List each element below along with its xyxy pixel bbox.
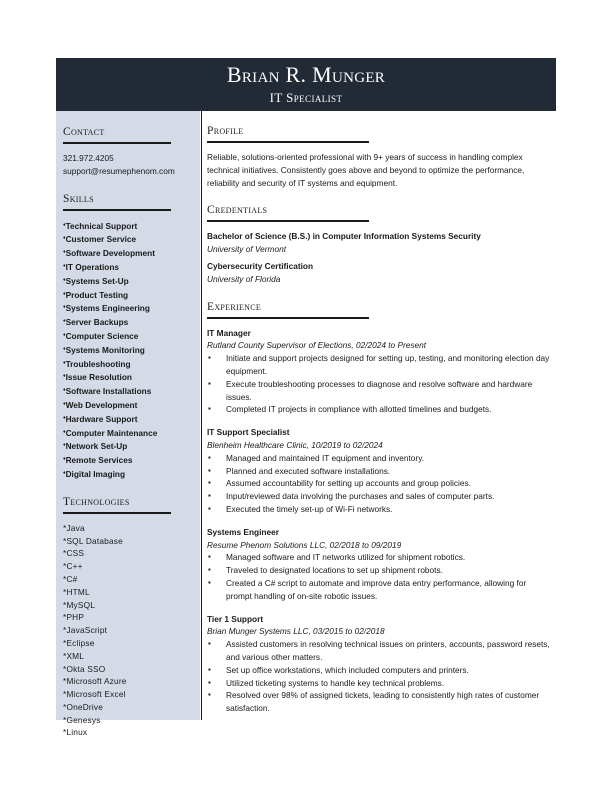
bullet-text: Completed IT projects in compliance with allotted timelines and budgets.	[226, 404, 492, 415]
skill-item	[63, 412, 197, 426]
technology-label: Okta SSO	[66, 663, 106, 674]
credentials-heading: Credentials	[207, 204, 268, 217]
bullet-point	[207, 490, 553, 503]
skill-item	[63, 357, 197, 371]
candidate-name: Brian R. Munger	[226, 62, 386, 87]
bullet-icon: ▪	[208, 577, 211, 587]
experience-section	[207, 300, 553, 715]
credential-item	[207, 230, 553, 256]
contact-section	[63, 125, 197, 178]
technology-item	[63, 611, 197, 624]
skill-item	[63, 467, 197, 481]
skill-item	[63, 219, 197, 233]
skill-label: Software Development	[65, 248, 156, 259]
technology-label: Eclipse	[66, 637, 95, 648]
skill-item	[63, 232, 197, 246]
skill-label: Software Installations	[65, 386, 152, 397]
bullet-icon: ♦	[63, 442, 66, 449]
technology-item	[63, 637, 197, 650]
bullet-icon: ♦	[63, 249, 66, 256]
credential-title: Bachelor of Science (B.S.) in Computer Information Systems Security	[207, 231, 481, 242]
technology-label: MySQL	[66, 599, 96, 610]
credential-item	[207, 260, 553, 286]
bullet-icon: ▪	[208, 478, 211, 488]
credential-school: University of Florida	[207, 273, 281, 284]
job-position: Tier 1 Support	[207, 613, 264, 624]
technology-label: XML	[66, 650, 85, 661]
bullet-icon: ▪	[208, 677, 211, 687]
technology-item	[63, 624, 197, 637]
technology-label: Microsoft Azure	[66, 676, 127, 687]
column-divider	[201, 111, 202, 720]
profile-section	[207, 124, 553, 189]
skill-item	[63, 301, 197, 315]
bullet-point	[207, 664, 553, 677]
bullet-icon: ♦	[63, 469, 66, 476]
skill-label: Product Testing	[65, 289, 129, 300]
bullet-text: Set up office workstations, which included computers and printers.	[226, 664, 469, 675]
divider	[63, 209, 171, 211]
bullet-icon: ▪	[208, 503, 211, 513]
bullet-point	[207, 677, 553, 690]
asterisk-icon: *	[63, 548, 67, 559]
bullet-icon: ▪	[208, 552, 211, 562]
divider	[63, 512, 171, 514]
technology-label: Linux	[66, 727, 88, 738]
bullet-icon: ▪	[208, 690, 211, 700]
technology-item	[63, 688, 197, 701]
profile-heading: Profile	[207, 125, 244, 137]
bullet-icon: ♦	[63, 276, 66, 283]
credentials-section	[207, 203, 553, 285]
bullet-icon: ♦	[63, 262, 66, 269]
technology-label: C++	[66, 561, 83, 572]
experience-list	[207, 327, 553, 715]
bullet-icon: ▪	[208, 404, 211, 414]
technology-item	[63, 535, 197, 548]
skill-label: Web Development	[65, 399, 138, 410]
bullet-icon: ♦	[63, 318, 66, 325]
asterisk-icon: *	[63, 625, 67, 636]
resume-header	[56, 58, 556, 111]
asterisk-icon: *	[63, 676, 67, 687]
bullet-text: Initiate and support projects designed for setting up, testing, and monitoring election day equipment.	[226, 353, 550, 376]
skill-label: Remote Services	[65, 455, 133, 466]
divider	[63, 142, 171, 144]
bullet-icon: ♦	[63, 387, 66, 394]
technology-label: SQL Database	[66, 535, 123, 546]
skill-label: Computer Science	[65, 330, 139, 341]
skill-label: Technical Support	[65, 220, 138, 231]
bullet-point	[207, 465, 553, 478]
bullet-icon: ♦	[63, 235, 66, 242]
bullet-icon: ▪	[208, 664, 211, 674]
technology-item	[63, 586, 197, 599]
bullet-icon: ♦	[63, 359, 66, 366]
bullet-point	[207, 564, 553, 577]
bullet-icon: ♦	[63, 221, 66, 228]
asterisk-icon: *	[63, 561, 67, 572]
skill-item	[63, 398, 197, 412]
job-title: IT Specialist	[269, 90, 343, 105]
bullet-text: Execute troubleshooting processes to diagnose and resolve software and hardware issues.	[226, 378, 533, 402]
bullet-point	[207, 551, 553, 564]
bullet-icon: ▪	[208, 639, 211, 649]
credential-title: Cybersecurity Certification	[207, 260, 314, 271]
job-employer-dates: Rutland County Supervisor of Elections, 02/2024 to Present	[207, 340, 427, 351]
technology-label: OneDrive	[66, 701, 104, 712]
technology-item	[63, 547, 197, 560]
skill-item	[63, 370, 197, 384]
technology-item	[63, 701, 197, 714]
bullet-point	[207, 403, 553, 416]
skill-item	[63, 288, 197, 302]
bullet-icon: ♦	[63, 428, 66, 435]
experience-heading: Experience	[207, 300, 262, 313]
credential-school: University of Vermont	[207, 244, 286, 255]
skills-section	[63, 192, 197, 481]
sidebar	[56, 111, 200, 738]
bullet-point	[207, 477, 553, 490]
technology-item	[63, 714, 197, 727]
asterisk-icon: *	[63, 650, 67, 661]
job-position: IT Support Specialist	[207, 427, 290, 438]
skill-item	[63, 384, 197, 398]
technology-item	[63, 560, 197, 573]
job-position: Systems Engineer	[207, 526, 279, 537]
asterisk-icon: *	[63, 599, 67, 610]
technology-item	[63, 573, 197, 586]
bullet-icon: ♦	[63, 290, 66, 297]
technology-label: PHP	[66, 612, 85, 623]
bullet-icon: ♦	[63, 304, 66, 311]
bullet-point	[207, 378, 553, 404]
skill-label: Issue Resolution	[65, 372, 132, 383]
job-entry	[207, 426, 553, 516]
bullet-icon: ♦	[63, 414, 66, 421]
bullet-icon: ♦	[63, 345, 66, 352]
bullet-point	[207, 452, 553, 465]
job-employer-dates: Blenheim Healthcare Clinic, 10/2019 to 02/2024	[207, 439, 383, 450]
bullet-text: Assumed accountability for setting up accounts and group policies.	[226, 478, 471, 489]
bullet-icon: ♦	[63, 400, 66, 407]
job-entry	[207, 613, 553, 715]
bullet-icon: ▪	[208, 491, 211, 501]
technology-item	[63, 663, 197, 676]
asterisk-icon: *	[63, 586, 67, 597]
contact-heading: Contact	[63, 126, 105, 138]
asterisk-icon: *	[63, 663, 67, 674]
technology-item	[63, 726, 197, 739]
bullet-text: Planned and executed software installations.	[226, 465, 391, 476]
skill-label: Systems Engineering	[65, 303, 150, 314]
bullet-text: Executed the timely set-up of Wi-Fi networks.	[226, 503, 393, 514]
asterisk-icon: *	[63, 535, 67, 546]
skill-item	[63, 453, 197, 467]
job-bullets	[207, 638, 553, 715]
bullet-text: Traveled to designated locations to set up shipment robots.	[226, 565, 443, 576]
job-employer-dates: Brian Munger Systems LLC, 03/2015 to 02/2018	[207, 626, 385, 637]
skill-label: Server Backups	[65, 317, 129, 328]
skills-list	[63, 219, 197, 481]
technology-label: CSS	[66, 548, 85, 559]
bullet-icon: ♦	[63, 373, 66, 380]
email-address: support@resumephenom.com	[63, 165, 175, 176]
bullet-icon: ▪	[208, 465, 211, 475]
skill-label: Computer Maintenance	[65, 427, 158, 438]
bullet-point	[207, 689, 553, 715]
bullet-icon: ▪	[208, 452, 211, 462]
bullet-text: Managed and maintained IT equipment and inventory.	[226, 452, 425, 463]
technology-label: C#	[66, 573, 78, 584]
asterisk-icon: *	[63, 612, 67, 623]
technology-item	[63, 599, 197, 612]
credentials-list	[207, 230, 553, 285]
bullet-text: Created a C# script to automate and improve data entry performance, allowing for prompt handling of on-site robotic issues.	[226, 577, 527, 601]
technologies-list	[63, 522, 197, 740]
skill-item	[63, 274, 197, 288]
bullet-text: Resolved over 98% of assigned tickets, leading to consistently high rates of customer satisfaction.	[226, 690, 540, 714]
technology-label: HTML	[66, 586, 90, 597]
skill-label: Hardware Support	[65, 413, 138, 424]
skill-item	[63, 329, 197, 343]
skill-label: Systems Set-Up	[65, 275, 129, 286]
bullet-text: Input/reviewed data involving the purchases and sales of computer parts.	[226, 491, 495, 502]
phone-number: 321.972.4205	[63, 153, 114, 163]
technology-item	[63, 650, 197, 663]
bullet-point	[207, 503, 553, 516]
bullet-point	[207, 352, 553, 378]
job-employer-dates: Resume Phenom Solutions LLC, 02/2018 to 09/2019	[207, 539, 402, 550]
main-content	[207, 124, 553, 725]
divider	[207, 220, 369, 222]
technology-label: Java	[66, 522, 85, 533]
skills-heading: Skills	[63, 192, 94, 205]
divider	[207, 317, 369, 319]
asterisk-icon: *	[63, 727, 67, 738]
technology-label: Genesys	[66, 714, 101, 725]
skill-label: Systems Monitoring	[65, 344, 145, 355]
skill-item	[63, 315, 197, 329]
skill-item	[63, 260, 197, 274]
skill-item	[63, 426, 197, 440]
bullet-icon: ▪	[208, 378, 211, 388]
bullet-text: Managed software and IT networks utilized for shipment robotics.	[226, 552, 466, 563]
divider	[207, 141, 369, 143]
job-entry	[207, 327, 553, 417]
skill-label: IT Operations	[65, 261, 120, 272]
skill-label: Customer Service	[65, 234, 137, 245]
technologies-heading: Technologies	[63, 495, 130, 508]
bullet-icon: ♦	[63, 331, 66, 338]
asterisk-icon: *	[63, 689, 67, 700]
asterisk-icon: *	[63, 701, 67, 712]
technology-label: JavaScript	[66, 625, 108, 636]
job-entry	[207, 526, 553, 603]
bullet-text: Utilized ticketing systems to handle key technical problems.	[226, 677, 445, 688]
job-bullets	[207, 452, 553, 516]
bullet-icon: ▪	[208, 353, 211, 363]
skill-item	[63, 343, 197, 357]
skill-item	[63, 439, 197, 453]
bullet-icon: ▪	[208, 565, 211, 575]
bullet-icon: ♦	[63, 456, 66, 463]
asterisk-icon: *	[63, 522, 67, 533]
technology-item	[63, 675, 197, 688]
bullet-point	[207, 638, 553, 664]
skill-label: Digital Imaging	[65, 468, 126, 479]
technology-label: Microsoft Excel	[66, 689, 126, 700]
job-position: IT Manager	[207, 327, 251, 338]
job-bullets	[207, 352, 553, 416]
profile-text: Reliable, solutions-oriented professional with 9+ years of success in handling complex technical initiatives. Consistently goes above and beyond to optimize the performance, reliability and security of IT systems and equipment.	[207, 152, 525, 188]
skill-label: Network Set-Up	[65, 441, 128, 452]
asterisk-icon: *	[63, 573, 67, 584]
technology-item	[63, 522, 197, 535]
skill-item	[63, 246, 197, 260]
job-bullets	[207, 551, 553, 602]
bullet-point	[207, 577, 553, 603]
skill-label: Troubleshooting	[65, 358, 131, 369]
asterisk-icon: *	[63, 637, 67, 648]
asterisk-icon: *	[63, 714, 67, 725]
bullet-text: Assisted customers in resolving technical issues on printers, accounts, password resets, and various other matters.	[226, 639, 550, 662]
technologies-section	[63, 495, 197, 740]
